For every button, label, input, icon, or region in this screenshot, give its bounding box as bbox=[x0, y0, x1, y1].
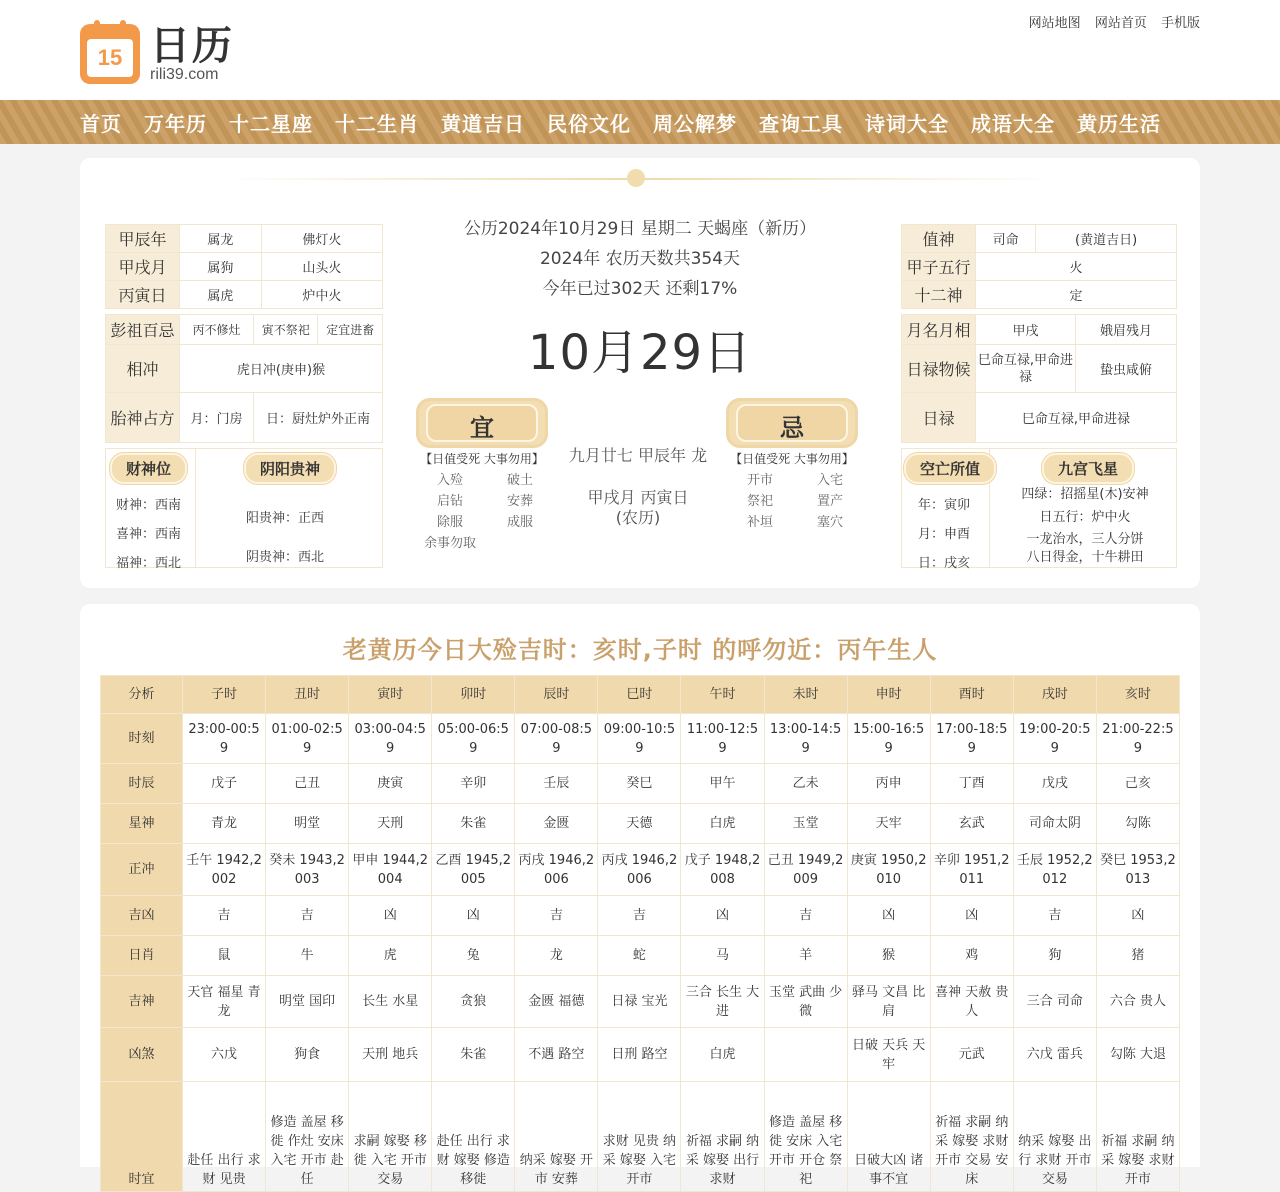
cai-god: 财神：西南 bbox=[116, 498, 182, 513]
table-cell: 鸡 bbox=[930, 936, 1013, 976]
day-nayin: 炉中火 bbox=[261, 281, 382, 309]
table-cell: 明堂 国印 bbox=[266, 976, 349, 1028]
table-cell: 青龙 bbox=[183, 804, 266, 844]
month-info-table bbox=[901, 314, 1177, 443]
table-cell: 丙申 bbox=[847, 764, 930, 804]
table-cell: 天牢 bbox=[847, 804, 930, 844]
hours-header-cell: 申时 bbox=[847, 676, 930, 714]
table-cell: 庚寅 bbox=[349, 764, 432, 804]
table-cell: 辛卯 bbox=[432, 764, 515, 804]
table-row bbox=[101, 896, 1180, 936]
hours-card bbox=[80, 604, 1200, 1187]
table-cell: 修造 盖屋 移徙 安床 入宅 开市 开仓 祭祀 bbox=[764, 1082, 847, 1192]
yi-item: 启钻 bbox=[436, 494, 463, 509]
table-cell: 天德 bbox=[598, 804, 681, 844]
table-cell: 马 bbox=[681, 936, 764, 976]
lunar-note: (农历) bbox=[615, 508, 661, 527]
table-cell: 猴 bbox=[847, 936, 930, 976]
almanac-card bbox=[80, 158, 1200, 588]
jiugong-star: 四绿：招摇星(木)安神 bbox=[1021, 487, 1149, 502]
yi-badge bbox=[416, 398, 548, 448]
table-cell: 13:00-14:59 bbox=[764, 714, 847, 764]
hours-header-cell: 分析 bbox=[101, 676, 183, 714]
duty-god-table bbox=[901, 224, 1177, 309]
ji-note: 【日值受死 大事勿用】 bbox=[730, 452, 854, 466]
table-cell: 19:00-20:59 bbox=[1013, 714, 1096, 764]
table-cell: 09:00-10:59 bbox=[598, 714, 681, 764]
table-cell: 07:00-08:59 bbox=[515, 714, 598, 764]
table-cell: 天刑 地兵 bbox=[349, 1028, 432, 1082]
table-row bbox=[101, 804, 1180, 844]
hours-header-cell: 巳时 bbox=[598, 676, 681, 714]
table-cell: 丙戌 1946,2006 bbox=[515, 844, 598, 896]
yi-list bbox=[415, 469, 555, 551]
table-cell: 丙戌 1946,2006 bbox=[598, 844, 681, 896]
table-row bbox=[101, 976, 1180, 1028]
table-cell: 吉 bbox=[764, 896, 847, 936]
logo-domain: rili39.com bbox=[150, 66, 219, 83]
hours-header-cell: 丑时 bbox=[266, 676, 349, 714]
table-cell: 17:00-18:59 bbox=[930, 714, 1013, 764]
nav-almanac-life[interactable]: 黄历生活 bbox=[1077, 111, 1161, 136]
table-cell: 六合 贵人 bbox=[1096, 976, 1179, 1028]
table-row bbox=[101, 764, 1180, 804]
hours-header-cell: 戌时 bbox=[1013, 676, 1096, 714]
taishen-month: 月：门房 bbox=[180, 393, 254, 443]
table-cell: 05:00-06:59 bbox=[432, 714, 515, 764]
table-cell: 戊子 bbox=[183, 764, 266, 804]
twelve-gods-label: 十二神 bbox=[902, 281, 976, 309]
date-summary bbox=[400, 214, 880, 383]
yi-item: 成服 bbox=[506, 515, 533, 530]
top-links bbox=[1019, 12, 1200, 31]
table-cell: 元武 bbox=[930, 1028, 1013, 1082]
nav-idioms[interactable]: 成语大全 bbox=[971, 111, 1055, 136]
caishen-badge: 财神位 bbox=[110, 453, 187, 484]
table-row bbox=[101, 1028, 1180, 1082]
table-cell: 纳采 嫁娶 出行 求财 开市 交易 bbox=[1013, 1082, 1096, 1192]
yueming-a: 甲戌 bbox=[976, 315, 1076, 345]
table-cell: 蛇 bbox=[598, 936, 681, 976]
table-row bbox=[101, 714, 1180, 764]
table-cell: 11:00-12:59 bbox=[681, 714, 764, 764]
kongwang-day: 日：戌亥 bbox=[918, 556, 971, 571]
yi-note: 【日值受死 大事勿用】 bbox=[420, 452, 544, 466]
hours-header-cell: 酉时 bbox=[930, 676, 1013, 714]
kongwang-month: 月：申酉 bbox=[918, 527, 971, 542]
month-ganzhi: 甲戌月 bbox=[106, 253, 180, 281]
table-cell: 凶 bbox=[930, 896, 1013, 936]
logo-title: 日历 bbox=[150, 23, 234, 69]
table-cell: 虎 bbox=[349, 936, 432, 976]
table-cell: 癸未 1943,2003 bbox=[266, 844, 349, 896]
wuhou-label: 日禄物候 bbox=[902, 345, 976, 393]
table-cell: 15:00-16:59 bbox=[847, 714, 930, 764]
wuxing-value: 火 bbox=[976, 253, 1177, 281]
xiangchong-value: 虎日冲(庚申)猴 bbox=[180, 345, 383, 393]
table-cell: 吉 bbox=[1013, 896, 1096, 936]
ji-item: 塞穴 bbox=[816, 515, 843, 530]
table-cell: 长生 水星 bbox=[349, 976, 432, 1028]
hours-header-cell: 寅时 bbox=[349, 676, 432, 714]
nav-chinese-zodiac[interactable]: 十二生肖 bbox=[335, 111, 419, 136]
twelve-gods-value: 定 bbox=[976, 281, 1177, 309]
jiugong-verse-2: 八日得金，十牛耕田 bbox=[1026, 550, 1144, 565]
solar-date: 公历2024年10月29日 星期二 天蝎座（新历） bbox=[463, 219, 817, 239]
table-cell: 甲午 bbox=[681, 764, 764, 804]
table-cell: 玉堂 武曲 少微 bbox=[764, 976, 847, 1028]
yang-god: 阳贵神：正西 bbox=[246, 511, 325, 526]
xiangchong-label: 相冲 bbox=[106, 345, 180, 393]
table-cell: 己丑 1949,2009 bbox=[764, 844, 847, 896]
xi-god: 喜神：西南 bbox=[116, 527, 182, 542]
ji-list bbox=[725, 469, 865, 530]
table-cell: 癸巳 bbox=[598, 764, 681, 804]
yueming-label: 月名月相 bbox=[902, 315, 976, 345]
nav-poetry[interactable]: 诗词大全 bbox=[865, 111, 949, 136]
fu-god: 福神：西北 bbox=[116, 556, 182, 571]
wuxing-label: 甲子五行 bbox=[902, 253, 976, 281]
zhishen-value: 司命 bbox=[976, 225, 1036, 253]
nav-home[interactable]: 首页 bbox=[80, 111, 122, 136]
yinyang-badge: 阴阳贵神 bbox=[244, 453, 336, 484]
nav-auspicious-days[interactable]: 黄道吉日 bbox=[441, 111, 525, 136]
table-cell: 壬午 1942,2002 bbox=[183, 844, 266, 896]
table-cell: 凶 bbox=[681, 896, 764, 936]
zhishen-note: (黄道吉日) bbox=[1036, 225, 1177, 253]
table-cell: 03:00-04:59 bbox=[349, 714, 432, 764]
table-cell: 猪 bbox=[1096, 936, 1179, 976]
table-cell: 乙未 bbox=[764, 764, 847, 804]
void-star-box bbox=[901, 448, 1177, 571]
table-cell: 日禄 宝光 bbox=[598, 976, 681, 1028]
table-cell: 23:00-00:59 bbox=[183, 714, 266, 764]
table-cell: 朱雀 bbox=[432, 1028, 515, 1082]
table-cell: 勾陈 大退 bbox=[1096, 1028, 1179, 1082]
table-cell: 吉 bbox=[598, 896, 681, 936]
decorative-dot bbox=[627, 169, 645, 187]
table-cell: 21:00-22:59 bbox=[1096, 714, 1179, 764]
lunar-days: 2024年 农历天数共354天 bbox=[539, 249, 741, 269]
hours-header-row bbox=[101, 676, 1180, 714]
table-cell: 丁酉 bbox=[930, 764, 1013, 804]
hours-title: 老黄历今日大殓吉时：亥时,子时 的呼勿近：丙午生人 bbox=[342, 636, 938, 664]
table-cell: 狗食 bbox=[266, 1028, 349, 1082]
jiugong-badge: 九宫飞星 bbox=[1042, 453, 1134, 484]
gods-direction-box bbox=[105, 448, 383, 571]
table-cell bbox=[764, 1028, 847, 1082]
year-progress: 今年已过302天 还剩17% bbox=[542, 279, 738, 299]
ji-badge bbox=[726, 398, 858, 448]
table-cell: 凶 bbox=[349, 896, 432, 936]
ji-item: 补垣 bbox=[746, 515, 773, 530]
day-ganzhi: 丙寅日 bbox=[106, 281, 180, 309]
table-cell: 凶 bbox=[847, 896, 930, 936]
sitemap-link[interactable]: 网站地图 bbox=[1028, 16, 1081, 31]
table-cell: 01:00-02:59 bbox=[266, 714, 349, 764]
table-cell: 不遇 路空 bbox=[515, 1028, 598, 1082]
header bbox=[0, 0, 1280, 100]
nav-perpetual-calendar[interactable]: 万年历 bbox=[144, 111, 207, 136]
pengzu-b: 寅不祭祀 bbox=[254, 315, 318, 345]
table-cell: 癸巳 1953,2013 bbox=[1096, 844, 1179, 896]
table-cell: 朱雀 bbox=[432, 804, 515, 844]
logo-number: 15 bbox=[87, 39, 133, 77]
hours-header-cell: 子时 bbox=[183, 676, 266, 714]
table-cell: 玉堂 bbox=[764, 804, 847, 844]
calendar-icon bbox=[80, 24, 140, 84]
mobile-link[interactable]: 手机版 bbox=[1160, 16, 1200, 31]
table-cell: 天刑 bbox=[349, 804, 432, 844]
table-cell: 白虎 bbox=[681, 1028, 764, 1082]
hours-header-cell: 辰时 bbox=[515, 676, 598, 714]
yi-item: 破土 bbox=[506, 473, 533, 488]
yi-label: 宜 bbox=[470, 414, 494, 442]
lunar-ganzhi: 甲戌月 丙寅日 bbox=[587, 488, 689, 507]
nav-dream-interpretation[interactable]: 周公解梦 bbox=[653, 111, 737, 136]
table-cell: 己亥 bbox=[1096, 764, 1179, 804]
hours-table bbox=[100, 675, 1180, 1192]
big-date: 10月29日 bbox=[527, 325, 753, 381]
table-cell: 明堂 bbox=[266, 804, 349, 844]
table-cell: 天官 福星 青龙 bbox=[183, 976, 266, 1028]
table-cell: 喜神 天赦 贵人 bbox=[930, 976, 1013, 1028]
table-cell: 甲申 1944,2004 bbox=[349, 844, 432, 896]
row-label: 吉凶 bbox=[101, 896, 183, 936]
row-label: 正冲 bbox=[101, 844, 183, 896]
ji-item: 置产 bbox=[816, 494, 843, 509]
ji-label: 忌 bbox=[780, 414, 804, 442]
lunar-date: 九月廿七 甲辰年 龙 bbox=[568, 446, 708, 465]
taboo-table bbox=[105, 314, 383, 443]
table-cell: 求财 见贵 纳采 嫁娶 入宅 开市 bbox=[598, 1082, 681, 1192]
hours-header-cell: 卯时 bbox=[432, 676, 515, 714]
table-cell: 金匮 bbox=[515, 804, 598, 844]
hours-header-cell: 午时 bbox=[681, 676, 764, 714]
table-cell: 三合 司命 bbox=[1013, 976, 1096, 1028]
table-cell: 六戊 bbox=[183, 1028, 266, 1082]
jiugong-wuxing: 日五行：炉中火 bbox=[1039, 510, 1131, 525]
table-row bbox=[101, 936, 1180, 976]
taishen-label: 胎神占方 bbox=[106, 393, 180, 443]
table-cell: 求嗣 嫁娶 移徙 入宅 开市 交易 bbox=[349, 1082, 432, 1192]
table-cell: 吉 bbox=[515, 896, 598, 936]
nav-folk-culture[interactable]: 民俗文化 bbox=[547, 111, 631, 136]
table-cell: 祈福 求嗣 纳采 嫁娶 出行 求财 bbox=[681, 1082, 764, 1192]
table-cell: 祈福 求嗣 纳采 嫁娶 求财 开市 交易 安床 bbox=[930, 1082, 1013, 1192]
row-label: 星神 bbox=[101, 804, 183, 844]
wuhou-a: 巳命互禄,甲命进禄 bbox=[976, 345, 1076, 393]
home-link[interactable]: 网站首页 bbox=[1094, 16, 1147, 31]
yi-item: 除服 bbox=[436, 515, 463, 530]
row-label: 吉神 bbox=[101, 976, 183, 1028]
nav-zodiac-signs[interactable]: 十二星座 bbox=[229, 111, 313, 136]
row-label: 时宜 bbox=[101, 1082, 183, 1192]
table-cell: 纳采 嫁娶 开市 安葬 bbox=[515, 1082, 598, 1192]
table-cell: 赴任 出行 求财 嫁娶 修造 移徙 bbox=[432, 1082, 515, 1192]
yi-item: 入殓 bbox=[436, 473, 463, 488]
taishen-day: 日：厨灶炉外正南 bbox=[254, 393, 383, 443]
pengzu-label: 彭祖百忌 bbox=[106, 315, 180, 345]
row-label: 时刻 bbox=[101, 714, 183, 764]
table-cell: 壬辰 bbox=[515, 764, 598, 804]
table-row bbox=[101, 844, 1180, 896]
ji-item: 入宅 bbox=[816, 473, 843, 488]
table-cell: 祈福 求嗣 纳采 嫁娶 求财 开市 bbox=[1096, 1082, 1179, 1192]
month-nayin: 山头火 bbox=[261, 253, 382, 281]
table-cell: 赴任 出行 求财 见贵 bbox=[183, 1082, 266, 1192]
table-cell: 凶 bbox=[1096, 896, 1179, 936]
table-cell: 兔 bbox=[432, 936, 515, 976]
table-cell: 司命太阴 bbox=[1013, 804, 1096, 844]
table-row bbox=[101, 1082, 1180, 1192]
lunar-info bbox=[558, 446, 718, 528]
table-cell: 贪狼 bbox=[432, 976, 515, 1028]
table-cell: 羊 bbox=[764, 936, 847, 976]
year-zodiac: 属龙 bbox=[180, 225, 262, 253]
yueming-b: 娥眉残月 bbox=[1076, 315, 1177, 345]
table-cell: 牛 bbox=[266, 936, 349, 976]
nav-query-tools[interactable]: 查询工具 bbox=[759, 111, 843, 136]
wuhou-b: 蛰虫咸俯 bbox=[1076, 345, 1177, 393]
table-cell: 吉 bbox=[266, 896, 349, 936]
year-ganzhi: 甲辰年 bbox=[106, 225, 180, 253]
month-zodiac: 属狗 bbox=[180, 253, 262, 281]
table-cell: 鼠 bbox=[183, 936, 266, 976]
table-cell: 狗 bbox=[1013, 936, 1096, 976]
table-cell: 凶 bbox=[432, 896, 515, 936]
hours-header-cell: 亥时 bbox=[1096, 676, 1179, 714]
table-cell: 龙 bbox=[515, 936, 598, 976]
row-label: 日肖 bbox=[101, 936, 183, 976]
row-label: 时辰 bbox=[101, 764, 183, 804]
main-nav bbox=[0, 100, 1280, 144]
pengzu-c: 定宜进畜 bbox=[318, 315, 383, 345]
yi-item: 余事勿取 bbox=[423, 536, 476, 551]
table-cell: 修造 盖屋 移徙 作灶 安床 入宅 开市 赴任 bbox=[266, 1082, 349, 1192]
jiugong-verse-1: 一龙治水，三人分饼 bbox=[1026, 532, 1144, 547]
hours-header-cell: 未时 bbox=[764, 676, 847, 714]
kongwang-year: 年：寅卯 bbox=[918, 498, 971, 513]
table-cell: 乙酉 1945,2005 bbox=[432, 844, 515, 896]
row-label: 凶煞 bbox=[101, 1028, 183, 1082]
table-cell: 庚寅 1950,2010 bbox=[847, 844, 930, 896]
year-nayin: 佛灯火 bbox=[261, 225, 382, 253]
table-cell: 六戊 雷兵 bbox=[1013, 1028, 1096, 1082]
ji-item: 祭祀 bbox=[746, 494, 773, 509]
table-cell: 玄武 bbox=[930, 804, 1013, 844]
ganzhi-table bbox=[105, 224, 383, 309]
site-logo[interactable] bbox=[80, 24, 234, 84]
kongwang-badge: 空亡所值 bbox=[904, 453, 996, 484]
day-zodiac: 属虎 bbox=[180, 281, 262, 309]
yi-item: 安葬 bbox=[506, 494, 533, 509]
ji-item: 开市 bbox=[746, 473, 773, 488]
table-cell: 三合 长生 大进 bbox=[681, 976, 764, 1028]
table-cell: 吉 bbox=[183, 896, 266, 936]
table-cell: 戊戌 bbox=[1013, 764, 1096, 804]
table-cell: 壬辰 1952,2012 bbox=[1013, 844, 1096, 896]
rilu-label: 日禄 bbox=[902, 393, 976, 443]
zhishen-label: 值神 bbox=[902, 225, 976, 253]
yin-god: 阴贵神：西北 bbox=[246, 550, 325, 565]
table-cell: 白虎 bbox=[681, 804, 764, 844]
table-cell: 日刑 路空 bbox=[598, 1028, 681, 1082]
table-cell: 日破大凶 诸事不宜 bbox=[847, 1082, 930, 1192]
pengzu-a: 丙不修灶 bbox=[180, 315, 254, 345]
table-cell: 驿马 文昌 比肩 bbox=[847, 976, 930, 1028]
table-cell: 己丑 bbox=[266, 764, 349, 804]
rilu-value: 巳命互禄,甲命进禄 bbox=[976, 393, 1177, 443]
table-cell: 日破 天兵 天牢 bbox=[847, 1028, 930, 1082]
table-cell: 勾陈 bbox=[1096, 804, 1179, 844]
table-cell: 戊子 1948,2008 bbox=[681, 844, 764, 896]
table-cell: 金匮 福德 bbox=[515, 976, 598, 1028]
table-cell: 辛卯 1951,2011 bbox=[930, 844, 1013, 896]
